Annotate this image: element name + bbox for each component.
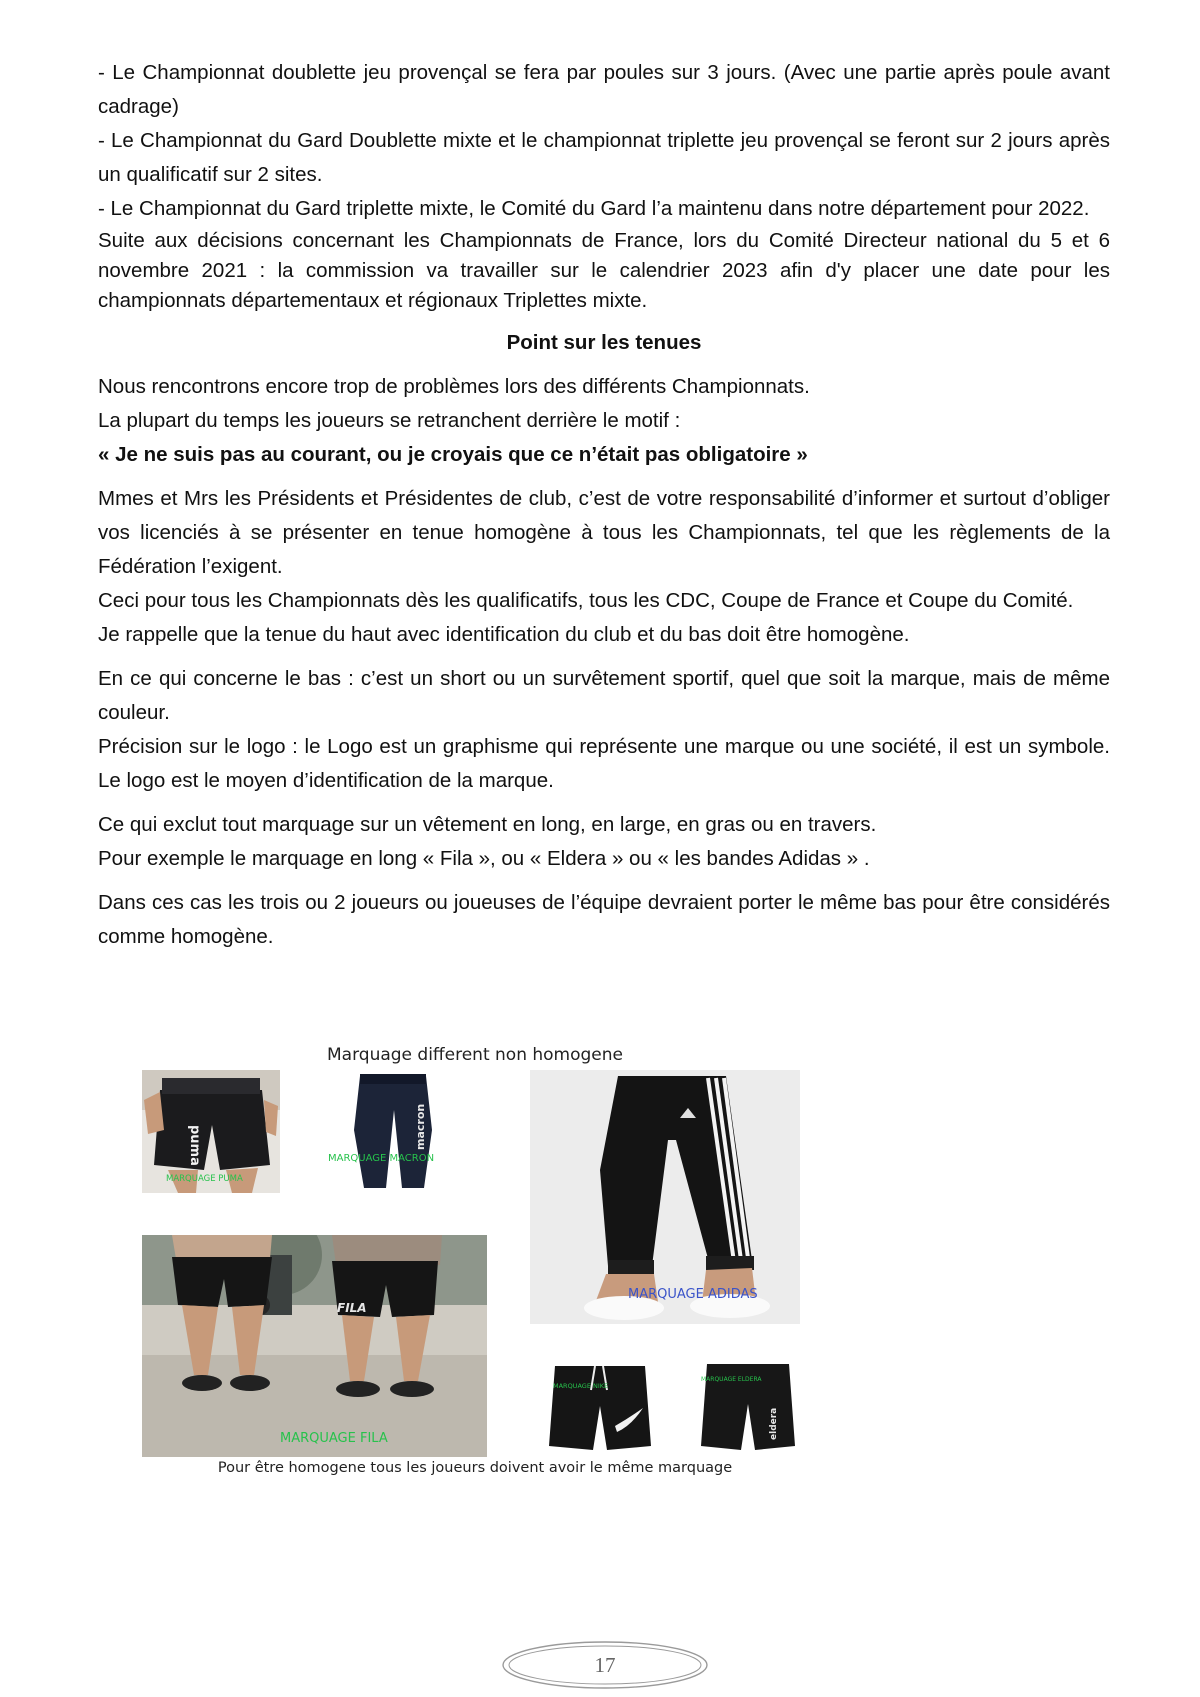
label-adidas: MARQUAGE ADIDAS [628,1287,758,1302]
paragraph-doublette: - Le Championnat doublette jeu provençal se fera par poules sur 3 jours. (Avec une partie après poule avant cadrage) [98,61,1110,118]
paragraph-presidents: Mmes et Mrs les Présidents et Présidentes de club, c’est de votre responsabilité d’informer et surtout d’obliger vos licenciés à se présenter en tenue homogène à tous les Championnats, tel que les règlements de la Fédération l’exigent. [98,487,1110,578]
fila-print: FILA [337,1301,367,1315]
paragraph-doublette-mixte: - Le Championnat du Gard Doublette mixte et le championnat triplette jeu provençal se feront sur 2 jours après un qualificatif sur 2 sites. [98,129,1110,186]
paragraph-exemple: Pour exemple le marquage en long « Fila », ou « Eldera » ou « les bandes Adidas » . [98,847,870,870]
quote-excuse: « Je ne suis pas au courant, ou je croyais que ce n’était pas obligatoire » [98,443,808,466]
page-number: 17 [594,1653,616,1677]
photo-puma-shorts [142,1070,280,1193]
paragraph-homogene: Dans ces cas les trois ou 2 joueurs ou joueuses de l’équipe devraient porter le même bas pour être considérés comme homogène. [98,891,1110,948]
page-number-badge [500,1640,710,1690]
photo-eldera-shorts [695,1360,800,1455]
paragraph-motif: La plupart du temps les joueurs se retranchent derrière le motif : [98,409,681,432]
label-eldera: MARQUAGE ELDERA [701,1376,762,1383]
eldera-print: eldera [769,1407,779,1440]
paragraph-championnats: Ceci pour tous les Championnats dès les qualificatifs, tous les CDC, Coupe de France et Coupe du Comité. [98,589,1074,612]
figure-title: Marquage different non homogene [327,1045,623,1065]
label-macron: MARQUAGE MACRON [328,1153,435,1164]
macron-print: macron [414,1103,427,1150]
clothing-figure [140,1045,810,1485]
photo-adidas-pants [530,1070,800,1324]
photo-macron-pants [320,1070,458,1193]
section-heading: Point sur les tenues [506,331,702,354]
body-text [98,56,1110,954]
paragraph-rappel: Je rappelle que la tenue du haut avec identification du club et du bas doit être homogène. [98,623,910,646]
paragraph-marquage: Ce qui exclut tout marquage sur un vêtement en long, en large, en gras ou en travers. [98,813,877,836]
paragraph-bas: En ce qui concerne le bas : c’est un short ou un survêtement sportif, quel que soit la marque, mais de même couleur. [98,667,1110,724]
paragraph-triplette-mixte: - Le Championnat du Gard triplette mixte, le Comité du Gard l’a maintenu dans notre département pour 2022. [98,197,1090,220]
photo-fila-players [142,1235,487,1457]
paragraph-decisions: Suite aux décisions concernant les Championnats de France, lors du Comité Directeur national du 5 et 6 novembre 2021 : la commission va travailler sur le calendrier 2023 afin d'y placer une date pour les championnats départementaux et régionaux Triplettes mixte. [98,229,1110,312]
figure-caption: Pour être homogene tous les joueurs doivent avoir le même marquage [217,1460,733,1476]
label-puma: MARQUAGE PUMA [166,1174,243,1184]
paragraph-logo: Précision sur le logo : le Logo est un graphisme qui représente une marque ou une société, il est un symbole. Le logo est le moyen d’identification de la marque. [98,735,1110,792]
paragraph-problemes: Nous rencontrons encore trop de problèmes lors des différents Championnats. [98,375,810,398]
label-nike: MARQUAGE NIKE [553,1382,609,1390]
photo-nike-shorts [545,1360,655,1455]
label-fila: MARQUAGE FILA [280,1431,388,1446]
puma-print: puma [187,1125,202,1166]
